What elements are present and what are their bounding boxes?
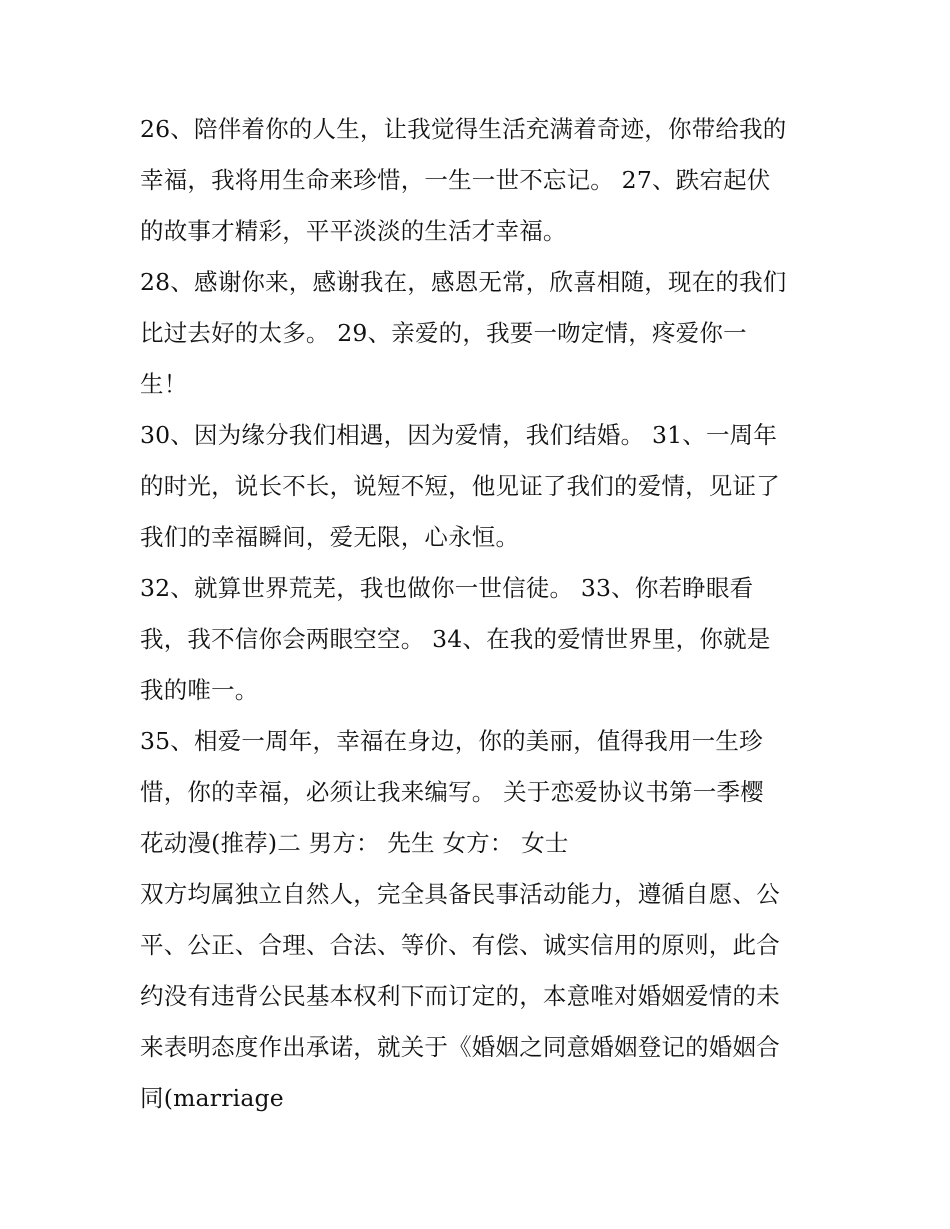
text-line: 我们的幸福瞬间，爱无限，心永恒。 — [140, 523, 520, 551]
text-line: 同(marriage — [140, 1084, 284, 1112]
text-line: 我的唯一。 — [140, 676, 259, 704]
text-line: 惜，你的幸福，必须让我来编写。 关于恋爱协议书第一季樱 — [140, 778, 764, 806]
text-line: 26、陪伴着你的人生，让我觉得生活充满着奇迹，你带给我的 — [140, 115, 787, 143]
text-line: 生！ — [140, 370, 188, 398]
text-line: 平、公正、合理、合法、等价、有偿、诚实信用的原则，此合 — [140, 931, 780, 959]
text-line: 双方均属独立自然人，完全具备民事活动能力，遵循自愿、公 — [140, 880, 780, 908]
text-line: 的故事才精彩，平平淡淡的生活才幸福。 — [140, 217, 567, 245]
text-line: 约没有违背公民基本权利下而订定的，本意唯对婚姻爱情的未 — [140, 982, 780, 1010]
text-line: 来表明态度作出承诺，就关于《婚姻之同意婚姻登记的婚姻合 — [140, 1033, 780, 1061]
text-line: 32、就算世界荒芜，我也做你一世信徒。 33、你若睁眼看 — [140, 574, 754, 602]
document-body — [140, 104, 820, 1124]
text-line: 花动漫(推荐)二 男方： 先生 女方： 女士 — [140, 829, 569, 857]
text-line: 幸福，我将用生命来珍惜，一生一世不忘记。 27、跌宕起伏 — [140, 166, 771, 194]
text-line: 35、相爱一周年，幸福在身边，你的美丽，值得我用一生珍 — [140, 727, 763, 755]
text-line: 比过去好的太多。 29、亲爱的，我要一吻定情，疼爱你一 — [140, 319, 747, 347]
text-line: 的时光，说长不长，说短不短，他见证了我们的爱情，见证了 — [140, 472, 780, 500]
text-line: 30、因为缘分我们相遇，因为爱情，我们结婚。 31、一周年 — [140, 421, 778, 449]
text-line: 我，我不信你会两眼空空。 34、在我的爱情世界里，你就是 — [140, 625, 771, 653]
text-line: 28、感谢你来，感谢我在，感恩无常，欣喜相随，现在的我们 — [140, 268, 787, 296]
